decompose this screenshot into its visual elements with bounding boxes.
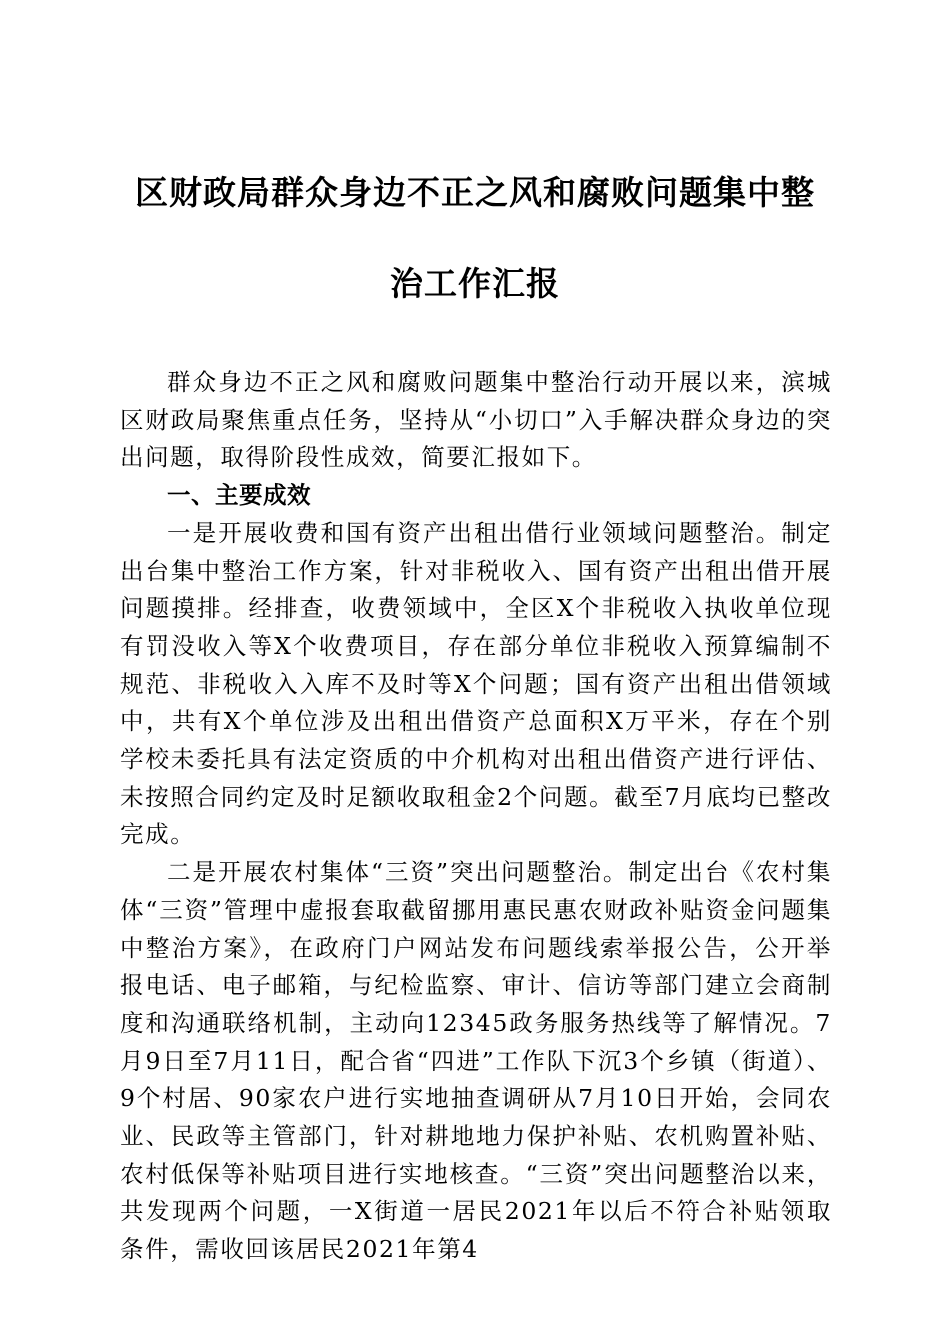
document-title-line-1: 区财政局群众身边不正之风和腐败问题集中整 xyxy=(135,173,815,212)
body-paragraph-2: 二是开展农村集体“三资”突出问题整治。制定出台《农村集体“三资”管理中虚报套取截留挪用惠民惠农财政补贴资金问题集中整治方案》，在政府门户网站发布问题线索举报公告，公开举报电话、电子邮箱，与纪检监察、审计、信访等部门建立会商制度和沟通联络机制，主动向12345政务服务热线等了解情况。7月9日至7月11日，配合省“四进”工作队下沉3个乡镇（街道）、9个村居、90家农户进行实地抽查调研从7月10日开始，会同农业、民政等主管部门，针对耕地地力保护补贴、农机购置补贴、农村低保等补贴项目进行实地核查。“三资”突出问题整治以来，共发现两个问题，一X街道一居民2021年以后不符合补贴领取条件，需收回该居民2021年第4 xyxy=(120,858,832,1264)
intro-paragraph: 群众身边不正之风和腐败问题集中整治行动开展以来，滨城区财政局聚焦重点任务，坚持从“小切口”入手解决群众身边的突出问题，取得阶段性成效，简要汇报如下。 xyxy=(120,368,832,472)
document-title-line-2: 治工作汇报 xyxy=(390,264,560,303)
section-heading: 一、主要成效 xyxy=(167,481,311,510)
document-body xyxy=(120,364,832,1269)
body-paragraph-1: 一是开展收费和国有资产出租出借行业领域问题整治。制定出台集中整治工作方案，针对非税收入、国有资产出租出借开展问题摸排。经排查，收费领域中，全区X个非税收入执收单位现有罚没收入等X个收费项目，存在部分单位非税收入预算编制不规范、非税收入入库不及时等X个问题；国有资产出租出借领域中，共有X个单位涉及出租出借资产总面积X万平米，存在个别学校未委托具有法定资质的中介机构对出租出借资产进行评估、未按照合同约定及时足额收取租金2个问题。截至7月底均已整改完成。 xyxy=(120,518,832,849)
